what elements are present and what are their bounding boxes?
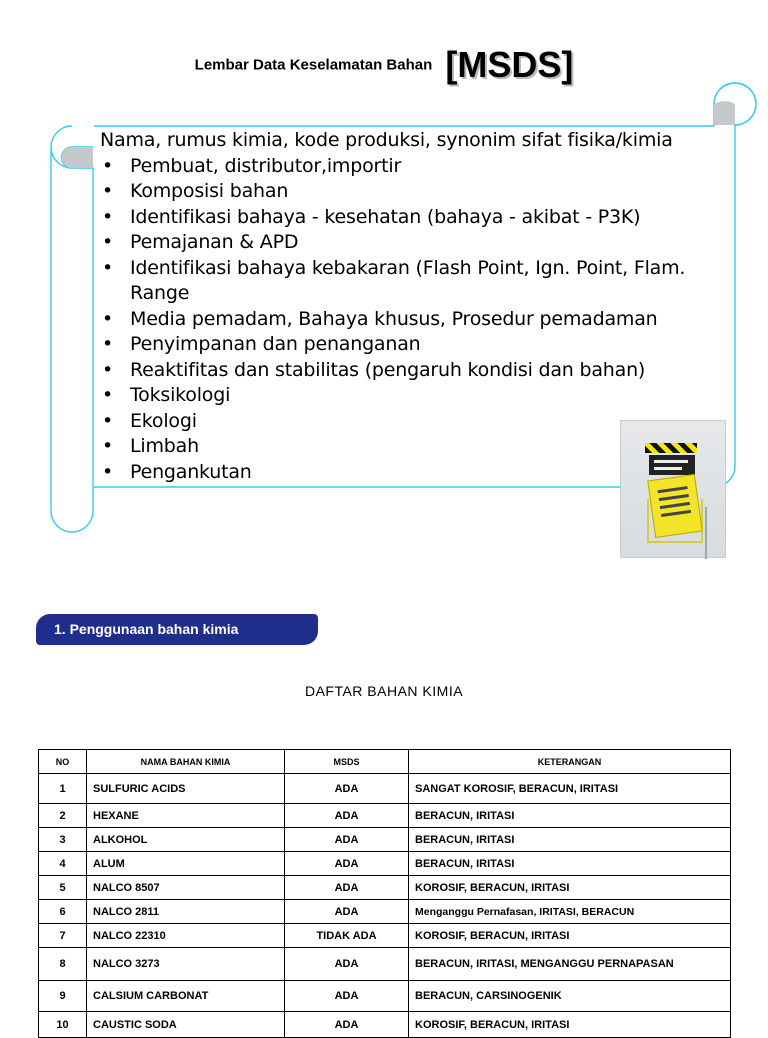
cell-no: 10 <box>39 1012 87 1038</box>
cell-no: 9 <box>39 981 87 1012</box>
table-row <box>39 852 731 876</box>
cell-msds: ADA <box>285 828 409 852</box>
cell-no: 2 <box>39 804 87 828</box>
cell-msds: ADA <box>285 1012 409 1038</box>
cell-keterangan: KOROSIF, BERACUN, IRITASI <box>409 924 731 948</box>
cell-msds: ADA <box>285 948 409 981</box>
cell-msds: ADA <box>285 804 409 828</box>
table-row <box>39 1012 731 1038</box>
cell-keterangan: SANGAT KOROSIF, BERACUN, IRITASI <box>409 774 731 804</box>
list-item: • Ekologi <box>100 409 720 435</box>
cell-no: 1 <box>39 774 87 804</box>
list-item: • Pembuat, distributor,importir <box>100 154 720 180</box>
cell-keterangan: KOROSIF, BERACUN, IRITASI <box>409 876 731 900</box>
chemical-table <box>38 749 731 1038</box>
cell-name: NALCO 2811 <box>87 900 285 924</box>
cell-name: NALCO 8507 <box>87 876 285 900</box>
cell-name: CAUSTIC SODA <box>87 1012 285 1038</box>
section-banner: 1. Penggunaan bahan kimia <box>36 614 318 645</box>
msds-binder <box>647 474 703 538</box>
list-item: • Identifikasi bahaya - kesehatan (bahaya - akibat - P3K) <box>100 205 720 231</box>
cell-no: 4 <box>39 852 87 876</box>
cell-no: 6 <box>39 900 87 924</box>
cell-name: ALUM <box>87 852 285 876</box>
cell-keterangan: BERACUN, IRITASI <box>409 804 731 828</box>
list-item: • Penyimpanan dan penanganan <box>100 332 720 358</box>
list-item: • Identifikasi bahaya kebakaran (Flash Point, Ign. Point, Flam. Range <box>100 256 720 307</box>
cell-msds: ADA <box>285 852 409 876</box>
table-row <box>39 774 731 804</box>
cell-no: 7 <box>39 924 87 948</box>
list-item: • Komposisi bahan <box>100 179 720 205</box>
table-row <box>39 876 731 900</box>
header-msds: MSDS <box>285 750 409 774</box>
table-row <box>39 948 731 981</box>
stand-pole <box>705 507 707 559</box>
list-item: • Pemajanan & APD <box>100 230 720 256</box>
cell-no: 5 <box>39 876 87 900</box>
cell-name: ALKOHOL <box>87 828 285 852</box>
cell-name: CALSIUM CARBONAT <box>87 981 285 1012</box>
table-row <box>39 828 731 852</box>
table-title: DAFTAR BAHAN KIMIA <box>304 683 464 699</box>
header-no: NO <box>39 750 87 774</box>
msds-station-photo <box>620 420 726 558</box>
cell-keterangan: BERACUN, CARSINOGENIK <box>409 981 731 1012</box>
table-row <box>39 900 731 924</box>
cell-no: 3 <box>39 828 87 852</box>
list-item: • Limbah <box>100 434 720 460</box>
table-header-row <box>39 750 731 774</box>
table-row <box>39 981 731 1012</box>
cell-keterangan: BERACUN, IRITASI, MENGANGGU PERNAPASAN <box>409 948 731 981</box>
list-item: • Reaktifitas dan stabilitas (pengaruh kondisi dan bahan) <box>100 358 720 384</box>
table-row <box>39 804 731 828</box>
title-emphasis: [MSDS] <box>445 44 574 85</box>
cell-no: 8 <box>39 948 87 981</box>
title-text: Lembar Data Keselamatan Bahan <box>194 56 433 74</box>
msds-lead-line: Nama, rumus kimia, kode produksi, synonim sifat fisika/kimia <box>100 129 673 151</box>
cell-keterangan: KOROSIF, BERACUN, IRITASI <box>409 1012 731 1038</box>
cell-name: HEXANE <box>87 804 285 828</box>
cell-msds: TIDAK ADA <box>285 924 409 948</box>
header-name: NAMA BAHAN KIMIA <box>87 750 285 774</box>
cell-keterangan: Menganggu Pernafasan, IRITASI, BERACUN <box>409 900 731 924</box>
cell-name: NALCO 22310 <box>87 924 285 948</box>
cell-keterangan: BERACUN, IRITASI <box>409 852 731 876</box>
list-item: • Toksikologi <box>100 383 720 409</box>
cell-name: SULFURIC ACIDS <box>87 774 285 804</box>
list-item: • Pengankutan <box>100 460 720 486</box>
cell-msds: ADA <box>285 900 409 924</box>
cell-name: NALCO 3273 <box>87 948 285 981</box>
list-item: • Media pemadam, Bahaya khusus, Prosedur pemadaman <box>100 307 720 333</box>
sign-board <box>649 455 695 475</box>
cell-msds: ADA <box>285 774 409 804</box>
cell-keterangan: BERACUN, IRITASI <box>409 828 731 852</box>
header-keterangan: KETERANGAN <box>409 750 731 774</box>
hazard-stripe <box>645 443 697 453</box>
table-row <box>39 924 731 948</box>
cell-msds: ADA <box>285 981 409 1012</box>
cell-msds: ADA <box>285 876 409 900</box>
